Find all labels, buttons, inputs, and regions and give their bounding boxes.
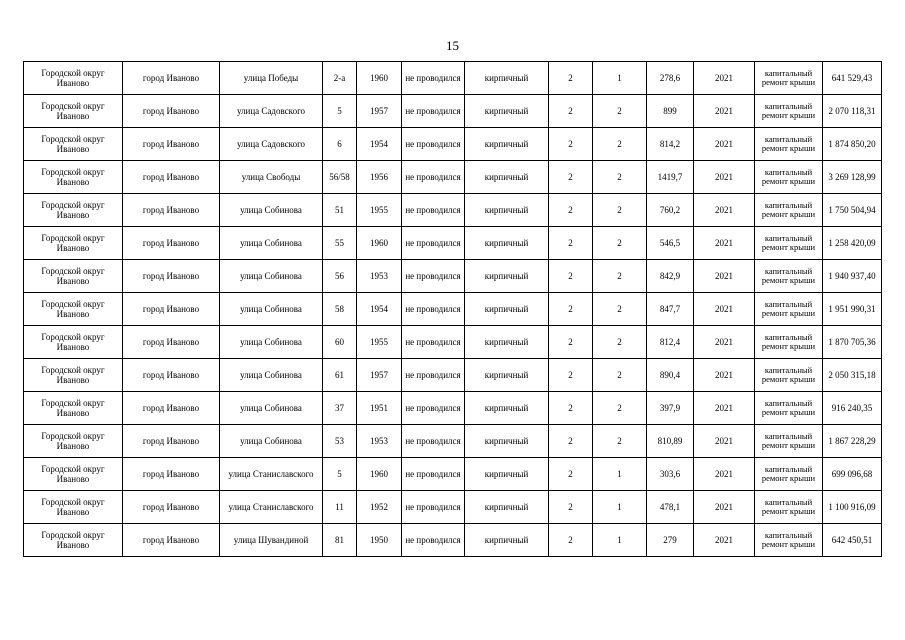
table-row <box>24 425 882 458</box>
last-repair-cell: не проводился <box>402 293 465 326</box>
table-row <box>24 62 882 95</box>
floors-cell: 2 <box>549 359 593 392</box>
locality-cell: город Иваново <box>123 425 220 458</box>
work-type-cell: капитальный ремонт крыши <box>755 194 823 227</box>
last-repair-cell: не проводился <box>402 128 465 161</box>
work-type-cell: капитальный ремонт крыши <box>755 392 823 425</box>
area-cell: 397,9 <box>647 392 694 425</box>
wall-material-cell: кирпичный <box>465 458 549 491</box>
entrances-cell: 2 <box>593 326 647 359</box>
wall-material-cell: кирпичный <box>465 293 549 326</box>
floors-cell: 2 <box>549 62 593 95</box>
table-row <box>24 95 882 128</box>
house-number-cell: 6 <box>323 128 357 161</box>
year-built-cell: 1960 <box>357 458 402 491</box>
floors-cell: 2 <box>549 392 593 425</box>
work-type-cell: капитальный ремонт крыши <box>755 62 823 95</box>
plan-year-cell: 2021 <box>694 194 755 227</box>
table-body <box>24 62 882 557</box>
cost-cell: 1 870 705,36 <box>823 326 882 359</box>
street-cell: улица Шувандиной <box>220 524 323 557</box>
area-cell: 1419,7 <box>647 161 694 194</box>
floors-cell: 2 <box>549 425 593 458</box>
wall-material-cell: кирпичный <box>465 128 549 161</box>
wall-material-cell: кирпичный <box>465 161 549 194</box>
plan-year-cell: 2021 <box>694 62 755 95</box>
area-cell: 890,4 <box>647 359 694 392</box>
house-number-cell: 37 <box>323 392 357 425</box>
street-cell: улица Победы <box>220 62 323 95</box>
entrances-cell: 2 <box>593 425 647 458</box>
table-row <box>24 359 882 392</box>
municipality-cell: Городской округ Иваново <box>24 326 123 359</box>
year-built-cell: 1954 <box>357 293 402 326</box>
house-number-cell: 58 <box>323 293 357 326</box>
street-cell: улица Собинова <box>220 227 323 260</box>
wall-material-cell: кирпичный <box>465 227 549 260</box>
table-row <box>24 161 882 194</box>
street-cell: улица Собинова <box>220 194 323 227</box>
municipality-cell: Городской округ Иваново <box>24 359 123 392</box>
locality-cell: город Иваново <box>123 161 220 194</box>
house-number-cell: 5 <box>323 95 357 128</box>
last-repair-cell: не проводился <box>402 62 465 95</box>
entrances-cell: 1 <box>593 491 647 524</box>
municipality-cell: Городской округ Иваново <box>24 128 123 161</box>
year-built-cell: 1953 <box>357 425 402 458</box>
year-built-cell: 1952 <box>357 491 402 524</box>
locality-cell: город Иваново <box>123 128 220 161</box>
area-cell: 278,6 <box>647 62 694 95</box>
area-cell: 842,9 <box>647 260 694 293</box>
last-repair-cell: не проводился <box>402 491 465 524</box>
entrances-cell: 1 <box>593 458 647 491</box>
locality-cell: город Иваново <box>123 227 220 260</box>
street-cell: улица Садовского <box>220 95 323 128</box>
entrances-cell: 2 <box>593 95 647 128</box>
table-row <box>24 491 882 524</box>
locality-cell: город Иваново <box>123 359 220 392</box>
municipality-cell: Городской округ Иваново <box>24 260 123 293</box>
plan-year-cell: 2021 <box>694 458 755 491</box>
year-built-cell: 1954 <box>357 128 402 161</box>
cost-cell: 1 258 420,09 <box>823 227 882 260</box>
year-built-cell: 1951 <box>357 392 402 425</box>
last-repair-cell: не проводился <box>402 392 465 425</box>
plan-year-cell: 2021 <box>694 524 755 557</box>
work-type-cell: капитальный ремонт крыши <box>755 95 823 128</box>
municipality-cell: Городской округ Иваново <box>24 524 123 557</box>
house-number-cell: 53 <box>323 425 357 458</box>
municipality-cell: Городской округ Иваново <box>24 458 123 491</box>
entrances-cell: 1 <box>593 62 647 95</box>
plan-year-cell: 2021 <box>694 359 755 392</box>
locality-cell: город Иваново <box>123 392 220 425</box>
locality-cell: город Иваново <box>123 326 220 359</box>
entrances-cell: 2 <box>593 293 647 326</box>
cost-cell: 1 750 504,94 <box>823 194 882 227</box>
wall-material-cell: кирпичный <box>465 95 549 128</box>
house-number-cell: 81 <box>323 524 357 557</box>
street-cell: улица Собинова <box>220 425 323 458</box>
plan-year-cell: 2021 <box>694 95 755 128</box>
plan-year-cell: 2021 <box>694 326 755 359</box>
entrances-cell: 2 <box>593 392 647 425</box>
wall-material-cell: кирпичный <box>465 524 549 557</box>
year-built-cell: 1950 <box>357 524 402 557</box>
cost-cell: 1 867 228,29 <box>823 425 882 458</box>
locality-cell: город Иваново <box>123 260 220 293</box>
work-type-cell: капитальный ремонт крыши <box>755 227 823 260</box>
year-built-cell: 1955 <box>357 194 402 227</box>
last-repair-cell: не проводился <box>402 425 465 458</box>
table-row <box>24 524 882 557</box>
municipality-cell: Городской округ Иваново <box>24 161 123 194</box>
plan-year-cell: 2021 <box>694 161 755 194</box>
entrances-cell: 2 <box>593 260 647 293</box>
cost-cell: 1 100 916,09 <box>823 491 882 524</box>
year-built-cell: 1960 <box>357 62 402 95</box>
municipality-cell: Городской округ Иваново <box>24 194 123 227</box>
work-type-cell: капитальный ремонт крыши <box>755 128 823 161</box>
cost-cell: 2 050 315,18 <box>823 359 882 392</box>
floors-cell: 2 <box>549 95 593 128</box>
house-number-cell: 60 <box>323 326 357 359</box>
cost-cell: 916 240,35 <box>823 392 882 425</box>
municipality-cell: Городской округ Иваново <box>24 95 123 128</box>
area-cell: 760,2 <box>647 194 694 227</box>
street-cell: улица Станиславского <box>220 458 323 491</box>
wall-material-cell: кирпичный <box>465 194 549 227</box>
locality-cell: город Иваново <box>123 293 220 326</box>
floors-cell: 2 <box>549 524 593 557</box>
year-built-cell: 1956 <box>357 161 402 194</box>
house-number-cell: 61 <box>323 359 357 392</box>
plan-year-cell: 2021 <box>694 128 755 161</box>
cost-cell: 699 096,68 <box>823 458 882 491</box>
house-number-cell: 56/58 <box>323 161 357 194</box>
plan-year-cell: 2021 <box>694 392 755 425</box>
plan-year-cell: 2021 <box>694 293 755 326</box>
street-cell: улица Собинова <box>220 392 323 425</box>
area-cell: 810,89 <box>647 425 694 458</box>
street-cell: улица Станиславского <box>220 491 323 524</box>
work-type-cell: капитальный ремонт крыши <box>755 491 823 524</box>
year-built-cell: 1960 <box>357 227 402 260</box>
table-row <box>24 260 882 293</box>
cost-cell: 1 951 990,31 <box>823 293 882 326</box>
street-cell: улица Садовского <box>220 128 323 161</box>
work-type-cell: капитальный ремонт крыши <box>755 293 823 326</box>
area-cell: 303,6 <box>647 458 694 491</box>
municipality-cell: Городской округ Иваново <box>24 392 123 425</box>
work-type-cell: капитальный ремонт крыши <box>755 326 823 359</box>
last-repair-cell: не проводился <box>402 458 465 491</box>
work-type-cell: капитальный ремонт крыши <box>755 260 823 293</box>
table-row <box>24 128 882 161</box>
house-number-cell: 5 <box>323 458 357 491</box>
entrances-cell: 1 <box>593 524 647 557</box>
municipality-cell: Городской округ Иваново <box>24 425 123 458</box>
floors-cell: 2 <box>549 260 593 293</box>
last-repair-cell: не проводился <box>402 227 465 260</box>
locality-cell: город Иваново <box>123 524 220 557</box>
year-built-cell: 1957 <box>357 95 402 128</box>
street-cell: улица Собинова <box>220 326 323 359</box>
area-cell: 478,1 <box>647 491 694 524</box>
plan-year-cell: 2021 <box>694 425 755 458</box>
entrances-cell: 2 <box>593 194 647 227</box>
table-row <box>24 293 882 326</box>
page-number: 15 <box>446 38 459 53</box>
house-number-cell: 51 <box>323 194 357 227</box>
municipality-cell: Городской округ Иваново <box>24 293 123 326</box>
floors-cell: 2 <box>549 227 593 260</box>
entrances-cell: 2 <box>593 359 647 392</box>
table-row <box>24 227 882 260</box>
work-type-cell: капитальный ремонт крыши <box>755 359 823 392</box>
house-number-cell: 56 <box>323 260 357 293</box>
cost-cell: 1 940 937,40 <box>823 260 882 293</box>
plan-year-cell: 2021 <box>694 227 755 260</box>
floors-cell: 2 <box>549 161 593 194</box>
last-repair-cell: не проводился <box>402 161 465 194</box>
housing-repair-table <box>23 61 882 557</box>
municipality-cell: Городской округ Иваново <box>24 62 123 95</box>
work-type-cell: капитальный ремонт крыши <box>755 458 823 491</box>
work-type-cell: капитальный ремонт крыши <box>755 161 823 194</box>
work-type-cell: капитальный ремонт крыши <box>755 425 823 458</box>
table-row <box>24 458 882 491</box>
street-cell: улица Собинова <box>220 293 323 326</box>
cost-cell: 1 874 850,20 <box>823 128 882 161</box>
house-number-cell: 2-а <box>323 62 357 95</box>
table-row <box>24 326 882 359</box>
last-repair-cell: не проводился <box>402 524 465 557</box>
floors-cell: 2 <box>549 326 593 359</box>
last-repair-cell: не проводился <box>402 194 465 227</box>
street-cell: улица Свободы <box>220 161 323 194</box>
last-repair-cell: не проводился <box>402 359 465 392</box>
last-repair-cell: не проводился <box>402 95 465 128</box>
year-built-cell: 1955 <box>357 326 402 359</box>
plan-year-cell: 2021 <box>694 260 755 293</box>
last-repair-cell: не проводился <box>402 326 465 359</box>
cost-cell: 641 529,43 <box>823 62 882 95</box>
floors-cell: 2 <box>549 491 593 524</box>
municipality-cell: Городской округ Иваново <box>24 491 123 524</box>
area-cell: 814,2 <box>647 128 694 161</box>
year-built-cell: 1957 <box>357 359 402 392</box>
locality-cell: город Иваново <box>123 95 220 128</box>
locality-cell: город Иваново <box>123 458 220 491</box>
table-row <box>24 392 882 425</box>
wall-material-cell: кирпичный <box>465 425 549 458</box>
street-cell: улица Собинова <box>220 260 323 293</box>
wall-material-cell: кирпичный <box>465 359 549 392</box>
floors-cell: 2 <box>549 458 593 491</box>
wall-material-cell: кирпичный <box>465 392 549 425</box>
cost-cell: 642 450,51 <box>823 524 882 557</box>
year-built-cell: 1953 <box>357 260 402 293</box>
wall-material-cell: кирпичный <box>465 62 549 95</box>
area-cell: 847,7 <box>647 293 694 326</box>
floors-cell: 2 <box>549 128 593 161</box>
entrances-cell: 2 <box>593 161 647 194</box>
municipality-cell: Городской округ Иваново <box>24 227 123 260</box>
area-cell: 899 <box>647 95 694 128</box>
area-cell: 812,4 <box>647 326 694 359</box>
last-repair-cell: не проводился <box>402 260 465 293</box>
locality-cell: город Иваново <box>123 62 220 95</box>
floors-cell: 2 <box>549 194 593 227</box>
area-cell: 546,5 <box>647 227 694 260</box>
table-row <box>24 194 882 227</box>
wall-material-cell: кирпичный <box>465 326 549 359</box>
entrances-cell: 2 <box>593 227 647 260</box>
cost-cell: 2 070 118,31 <box>823 95 882 128</box>
locality-cell: город Иваново <box>123 194 220 227</box>
locality-cell: город Иваново <box>123 491 220 524</box>
house-number-cell: 11 <box>323 491 357 524</box>
cost-cell: 3 269 128,99 <box>823 161 882 194</box>
floors-cell: 2 <box>549 293 593 326</box>
entrances-cell: 2 <box>593 128 647 161</box>
wall-material-cell: кирпичный <box>465 260 549 293</box>
work-type-cell: капитальный ремонт крыши <box>755 524 823 557</box>
plan-year-cell: 2021 <box>694 491 755 524</box>
house-number-cell: 55 <box>323 227 357 260</box>
street-cell: улица Собинова <box>220 359 323 392</box>
area-cell: 279 <box>647 524 694 557</box>
wall-material-cell: кирпичный <box>465 491 549 524</box>
